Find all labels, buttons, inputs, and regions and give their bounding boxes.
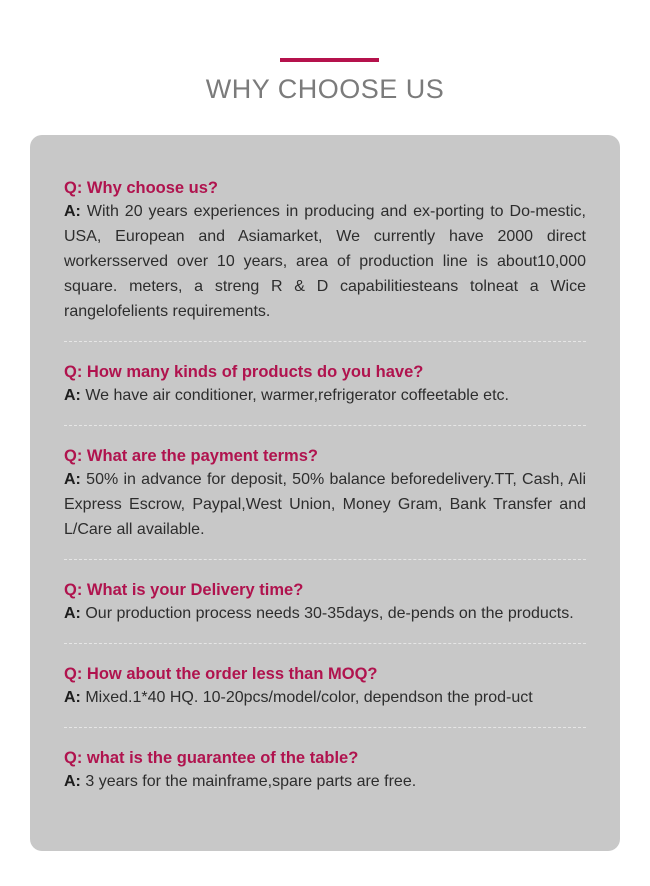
faq-item-products (64, 361, 586, 426)
faq-item-moq (64, 663, 586, 728)
faq-item-why-choose-us (64, 177, 586, 342)
faq-answer-text: 50% in advance for deposit, 50% balance beforedelivery.TT, Cash, Ali Express Escrow, Paypal,West Union, Money Gram, Bank Transfer and L/Care all available. (64, 471, 586, 538)
faq-answer (64, 769, 586, 794)
faq-question: Q: what is the guarantee of the table? (64, 749, 359, 767)
page-title: WHY CHOOSE US (205, 74, 445, 104)
faq-question: Q: What is your Delivery time? (64, 581, 304, 599)
faq-panel (30, 135, 620, 851)
faq-answer-text: Mixed.1*40 HQ. 10-20pcs/model/color, dependson the prod-uct (85, 689, 533, 706)
faq-question: Q: What are the payment terms? (64, 447, 318, 465)
answer-prefix: A: (64, 387, 81, 404)
faq-answer (64, 467, 586, 542)
answer-prefix: A: (64, 689, 81, 706)
faq-item-delivery-time (64, 579, 586, 644)
faq-question: Q: How about the order less than MOQ? (64, 665, 378, 683)
answer-prefix: A: (64, 605, 81, 622)
faq-answer (64, 601, 586, 626)
faq-answer (64, 685, 586, 710)
faq-answer-text: We have air conditioner, warmer,refrigerator coffeetable etc. (85, 387, 509, 404)
answer-prefix: A: (64, 773, 81, 790)
faq-answer-text: With 20 years experiences in producing and ex-porting to Do-mestic, USA, European and Asiamarket, We currently have 2000 direct workersserved over 10 years, area of production line is about10,000 square. meters, a streng R & D capabilitiesteans tolneat a Wice rangelofelients requirements. (64, 203, 586, 320)
title-accent-bar (280, 58, 379, 62)
faq-answer-text: 3 years for the mainframe,spare parts are free. (85, 773, 417, 790)
faq-answer (64, 199, 586, 324)
faq-answer-text: Our production process needs 30-35days, de-pends on the products. (85, 605, 574, 622)
faq-question: Q: How many kinds of products do you have? (64, 363, 424, 381)
answer-prefix: A: (64, 471, 81, 488)
faq-item-payment-terms (64, 445, 586, 560)
answer-prefix: A: (64, 203, 81, 220)
faq-answer (64, 383, 586, 408)
faq-item-guarantee (64, 747, 586, 811)
faq-question: Q: Why choose us? (64, 179, 219, 197)
